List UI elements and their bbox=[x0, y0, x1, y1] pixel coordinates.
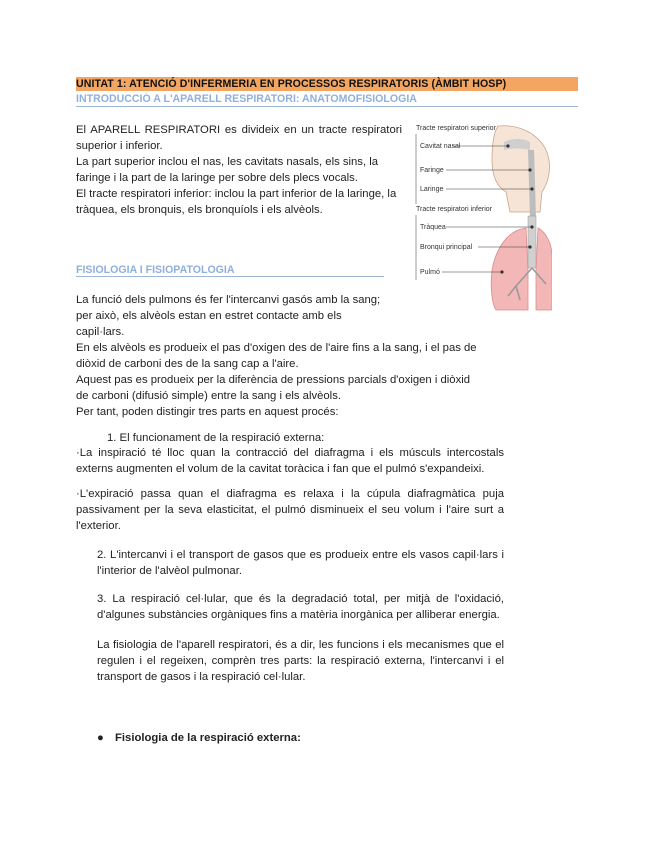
list-item-cellular-respiration: 3. La respiració cel·lular, que és la degradació total, per mitjà de l'oxidació, d'algunes substàncies orgàniques fins a matèria inorgànica per alliberar energia. bbox=[97, 593, 504, 621]
inspiration-text: ·La inspiració té lloc quan la contracció del diafragma i els músculs intercostals externs augmenten el volum de la cavitat toràcica i fan que el pulmó s'expandeixi. bbox=[76, 447, 504, 475]
head-silhouette bbox=[492, 126, 549, 212]
body-line: capil·lars. bbox=[76, 326, 125, 338]
respiratory-system-figure bbox=[412, 120, 552, 312]
expiration-text: ·L'expiració passa quan el diafragma es relaxa i la cúpula diafragmàtica puja passivament per la seva elasticitat, el pulmó disminueix el seu volum i l'aire surt a l'exterior. bbox=[76, 488, 504, 532]
label-nasal-cavity: Cavitat nasal bbox=[420, 143, 461, 150]
right-lung-shape bbox=[536, 228, 552, 310]
fisiologia-intro-paragraph bbox=[76, 292, 501, 420]
intro-line: El tracte respiratori inferior: inclou la part inferior de la laringe, la tràquea, els bronquis, els bronquíols i els alvèols. bbox=[76, 188, 397, 216]
bullet-heading-row bbox=[97, 730, 301, 746]
trachea-shape bbox=[528, 216, 536, 268]
intro-subtitle: INTRODUCCIÓ A L'APARELL RESPIRATORI: ANATOMOFISIOLOGIA bbox=[76, 93, 578, 107]
label-pharynx: Faringe bbox=[420, 167, 444, 174]
list-item-external-respiration: 1. El funcionament de la respiració externa: bbox=[107, 432, 325, 444]
body-line: La funció dels pulmons és fer l'intercanvi gasós amb la sang; bbox=[76, 294, 381, 306]
lower-tract-label: Tracte respiratori inferior bbox=[416, 206, 492, 213]
intro-line: La part superior inclou el nas, les cavitats nasals, els sins, la faringe i la part de la laringe per sobre dels plecs vocals. bbox=[76, 156, 379, 184]
label-trachea: Tràquea bbox=[420, 224, 446, 231]
body-line: Aquest pas es produeix per la diferència de pressions parcials d'oxigen i diòxid bbox=[76, 374, 471, 386]
body-line: En els alvèols es produeix el pas d'oxigen des de l'aire fins a la sang, i el pas de bbox=[76, 342, 477, 354]
bullet-heading: Fisiologia de la respiració externa: bbox=[115, 732, 301, 744]
unit-title: UNITAT 1: ATENCIÓ D'INFERMERIA EN PROCESSOS RESPIRATORIS (ÀMBIT HOSP) bbox=[76, 77, 578, 91]
body-line: Per tant, poden distingir tres parts en aquest procés: bbox=[76, 406, 339, 418]
intro-line: El APARELL RESPIRATORI es divideix en un tracte respiratori superior i inferior. bbox=[76, 124, 402, 152]
intro-paragraph bbox=[76, 122, 402, 218]
label-larynx: Laringe bbox=[420, 186, 444, 193]
body-line: diòxid de carboni des de la sang cap a l'aire. bbox=[76, 358, 299, 370]
body-line: per això, els alvèols estan en estret contacte amb els bbox=[76, 310, 342, 322]
label-lung: Pulmó bbox=[420, 269, 440, 276]
body-line: de carboni (difusió simple) entre la sang i els alvèols. bbox=[76, 390, 341, 402]
bullet-icon: ● bbox=[97, 732, 104, 744]
fisiologia-summary-paragraph: La fisiologia de l'aparell respiratori, és a dir, les funcions i els mecanismes que el regulen i el regeixen, comprèn tres parts: la respiració externa, l'intercanvi i el transport de gasos i la respiració cel·lular. bbox=[97, 639, 504, 683]
label-main-bronchus: Bronqui principal bbox=[420, 244, 473, 251]
section-heading: FISIOLOGIA I FISIOPATOLOGIA bbox=[76, 264, 384, 277]
list-item-gas-exchange: 2. L'intercanvi i el transport de gasos que es produeix entre els vasos capil·lars i l'interior de l'alvèol pulmonar. bbox=[97, 549, 504, 577]
upper-tract-label: Tracte respiratori superior bbox=[416, 125, 496, 132]
